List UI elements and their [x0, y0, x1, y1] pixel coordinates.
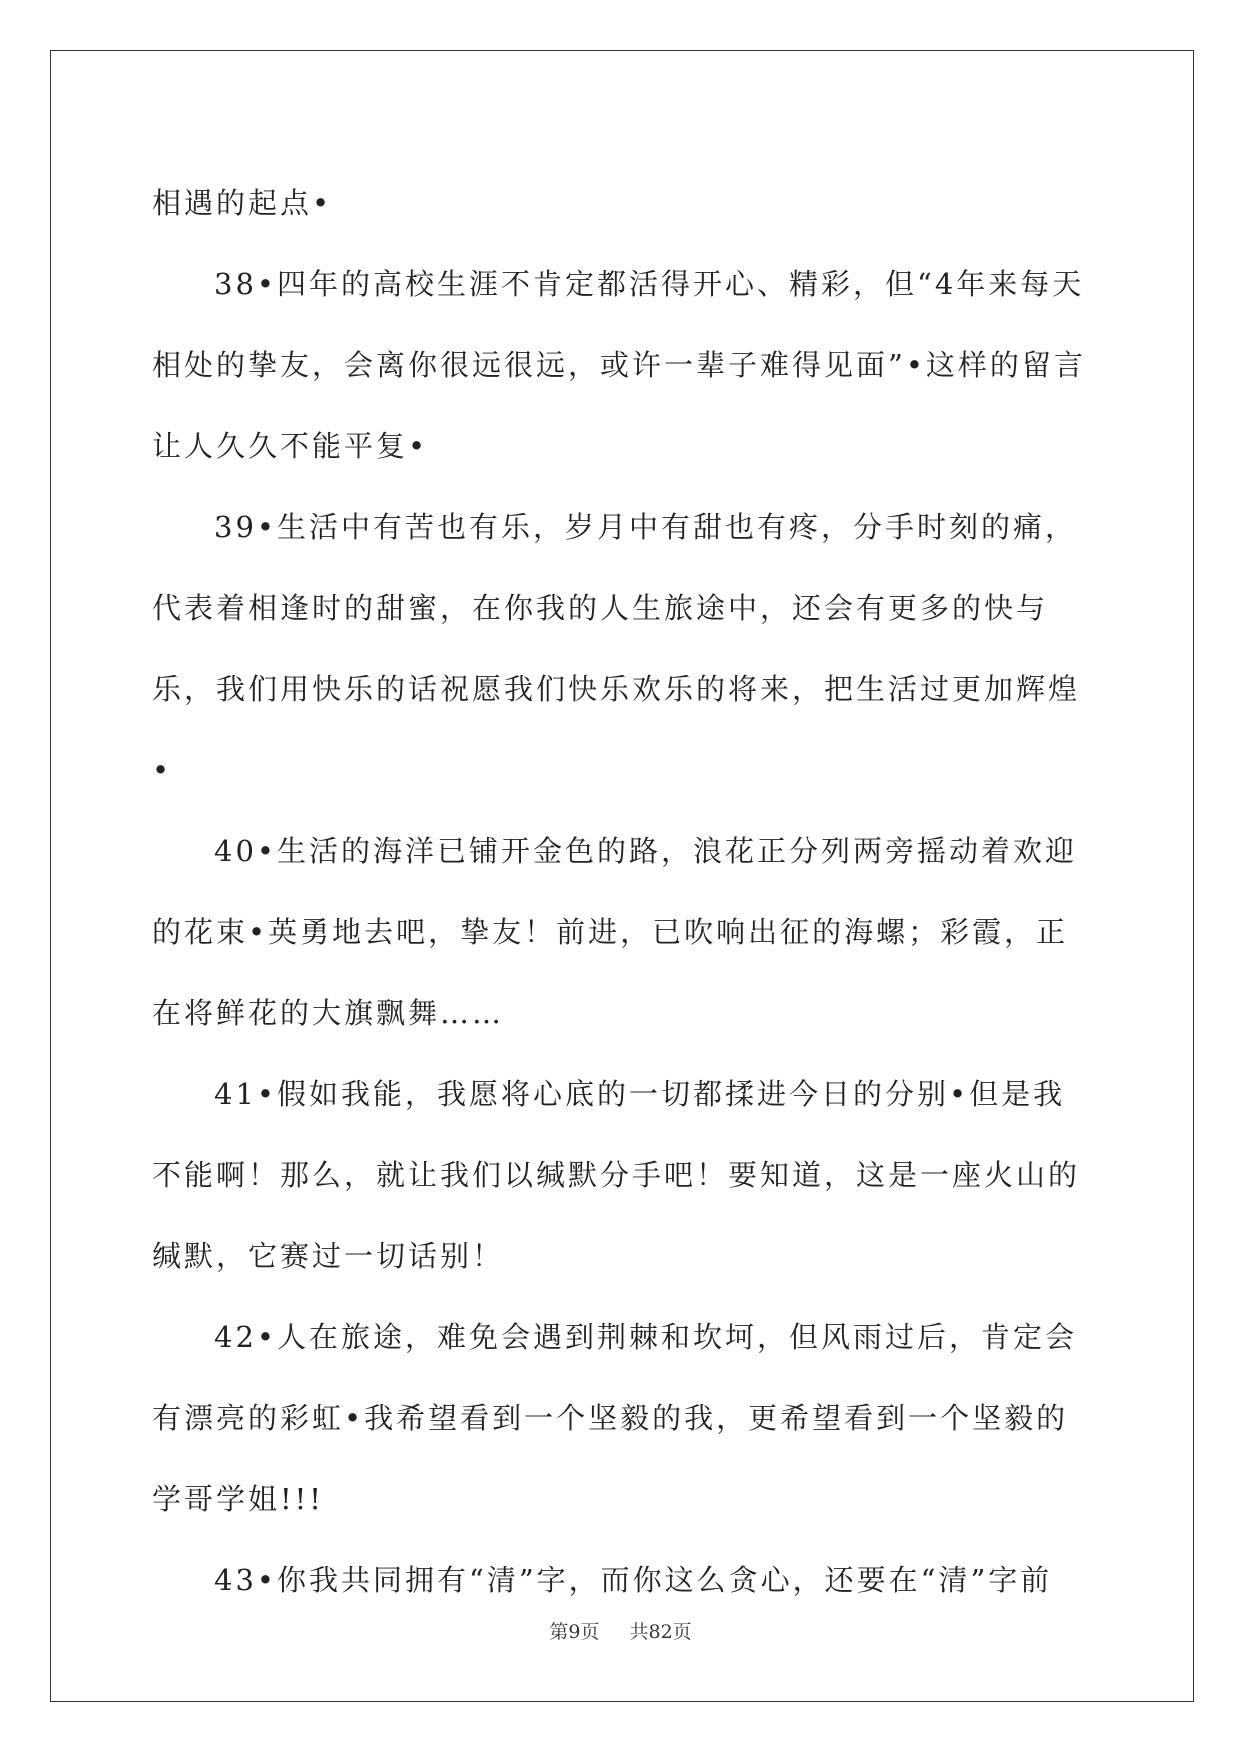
paragraph-39: 39•生活中有苦也有乐，岁月中有甜也有疼，分手时刻的痛，代表着相逢时的甜蜜，在你我的人生旅途中，还会有更多的快与乐，我们用快乐的话祝愿我们快乐欢乐的将来，把生活过更加辉煌•	[152, 510, 1081, 787]
paragraph-41: 41•假如我能，我愿将心底的一切都揉进今日的分别•但是我不能啊！那么，就让我们以缄默分手吧！要知道，这是一座火山的缄默，它赛过一切话别！	[152, 1077, 1081, 1273]
paragraph-43: 43•你我共同拥有“清”字，而你这么贪心，还要在“清”字前	[214, 1563, 1053, 1597]
page-footer	[0, 1617, 1241, 1644]
page-total: 共82页	[629, 1621, 692, 1643]
paragraph-continuation: 相遇的起点•	[152, 186, 333, 220]
paragraph-42: 42•人在旅途，难免会遇到荆棘和坎坷，但风雨过后，肯定会有漂亮的彩虹•我希望看到一个坚毅的我，更希望看到一个坚毅的学哥学姐!!!	[152, 1320, 1078, 1516]
paragraph-38: 38•四年的高校生涯不肯定都活得开心、精彩，但“4年来每天相处的挚友，会离你很远很远，或许一辈子难得见面”•这样的留言让人久久不能平复•	[152, 267, 1086, 463]
document-body	[152, 163, 1092, 1621]
page-number: 第9页	[549, 1621, 600, 1643]
paragraph-40: 40•生活的海洋已铺开金色的路，浪花正分列两旁摇动着欢迎的花束•英勇地去吧，挚友！前进，已吹响出征的海螺；彩霞，正在将鲜花的大旗飘舞……	[152, 834, 1078, 1030]
